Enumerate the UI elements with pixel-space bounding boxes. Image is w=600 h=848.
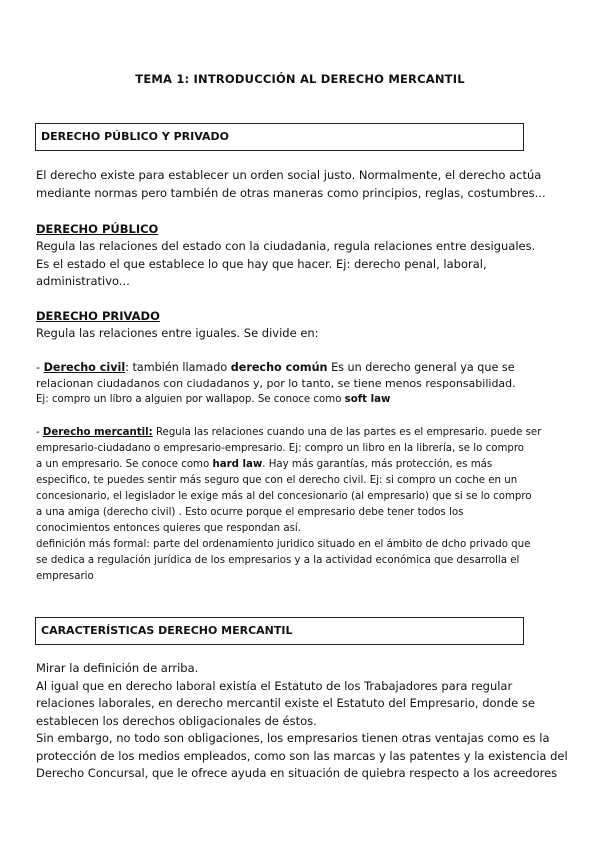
caracteristicas-line: Al igual que en derecho laboral existía el Estatuto de los Trabajadores para regular (36, 678, 513, 693)
caracteristicas-line: protección de los medios empleados, como son las marcas y las patentes y la existencia del (36, 748, 568, 763)
text-span: a un empresario. Se conoce como (36, 459, 213, 470)
derecho-mercantil-paragraph (36, 425, 566, 585)
intro-paragraph (36, 167, 566, 202)
publico-line: Regula las relaciones del estado con la ciudadania, regula relaciones entre desiguales. (36, 239, 536, 253)
civil-line-3 (36, 392, 566, 408)
colon: : (125, 361, 129, 374)
text-span: Es un derecho general ya que se (327, 361, 515, 374)
dash: - (36, 361, 44, 374)
text-span: Ej: compro un libro a alguien por wallapop. Se conoce como (36, 394, 345, 405)
mercantil-line-1 (36, 425, 566, 441)
intro-line: El derecho existe para establecer un orden social justo. Normalmente, el derecho actúa (36, 168, 542, 182)
document-title: TEMA 1: INTRODUCCIÓN AL DERECHO MERCANTIL (135, 72, 465, 86)
civil-line-1 (36, 360, 566, 376)
mercantil-line-2: empresario-ciudadano o empresario-empresario. Ej: compro un libro en la librería, se lo compro (36, 443, 525, 454)
mercantil-line: empresario (36, 571, 94, 582)
text-span: también llamado (128, 361, 231, 374)
caracteristicas-line: Mirar la definición de arriba. (36, 661, 199, 675)
derecho-civil-term: Derecho civil (43, 361, 126, 374)
mercantil-line-3 (36, 457, 566, 473)
hard-law-term: hard law (212, 459, 263, 470)
caracteristicas-line: Derecho Concursal, que le ofrece ayuda en situación de quiebra respecto a los acreedores (36, 766, 558, 780)
section-box-caracteristicas: CARACTERÍSTICAS DERECHO MERCANTIL (35, 617, 524, 645)
mercantil-line: concesionario, el legislador le exige más al del concesionario (al empresario) que si se lo compro (36, 491, 532, 502)
mercantil-line: se dedica a regulación jurídica de los empresarios y a la actividad económica que desarrolla el (36, 555, 520, 566)
civil-line-2: relacionan ciudadanos con ciudadanos y, por lo tanto, se tiene menos responsabilidad. (36, 377, 516, 390)
mercantil-line: a una amiga (derecho civil) . Esto ocurre porque el empresario debe tener todos los (36, 507, 464, 518)
text-span: Regula las relaciones cuando una de las partes es el empresario. puede ser (152, 427, 542, 438)
caracteristicas-line: establecen los derechos obligacionales de éstos. (36, 713, 317, 728)
text-span: . Hay más garantías, más protección, es más (262, 459, 493, 470)
publico-line: Es el estado el que establece lo que hay que hacer. Ej: derecho penal, laboral, (36, 256, 487, 271)
derecho-publico-section (36, 221, 566, 291)
intro-line: mediante normas pero también de otras maneras como principios, reglas, costumbres... (36, 185, 546, 200)
derecho-comun-term: derecho común (230, 361, 328, 374)
dash: - (36, 427, 43, 438)
derecho-privado-section (36, 308, 566, 343)
mercantil-line: especifico, te puedes sentir más seguro que con el derecho civil. Ej: si compro un coche en un (36, 475, 518, 486)
mercantil-line: definición más formal: parte del ordenamiento juridico situado en el ámbito de dcho privado que (36, 539, 531, 550)
derecho-civil-paragraph (36, 360, 566, 408)
caracteristicas-line: Sin embargo, no todo son obligaciones, los empresarios tienen otras ventajas como es la (36, 731, 550, 745)
publico-line: administrativo... (36, 274, 130, 288)
caracteristicas-line: relaciones laborales, en derecho mercantil existe el Estatuto del Empresario, donde se (36, 696, 535, 710)
soft-law-term: soft law (344, 394, 391, 405)
derecho-privado-heading: DERECHO PRIVADO (36, 309, 160, 323)
section-box-derecho-publico-privado: DERECHO PÚBLICO Y PRIVADO (35, 123, 524, 151)
mercantil-line: conocimientos entonces quieres que respondan así. (36, 523, 301, 534)
caracteristicas-paragraph (36, 660, 566, 783)
derecho-publico-heading: DERECHO PÚBLICO (36, 222, 159, 236)
privado-line: Regula las relaciones entre iguales. Se divide en: (36, 326, 319, 340)
derecho-mercantil-term: Derecho mercantil: (42, 427, 153, 438)
